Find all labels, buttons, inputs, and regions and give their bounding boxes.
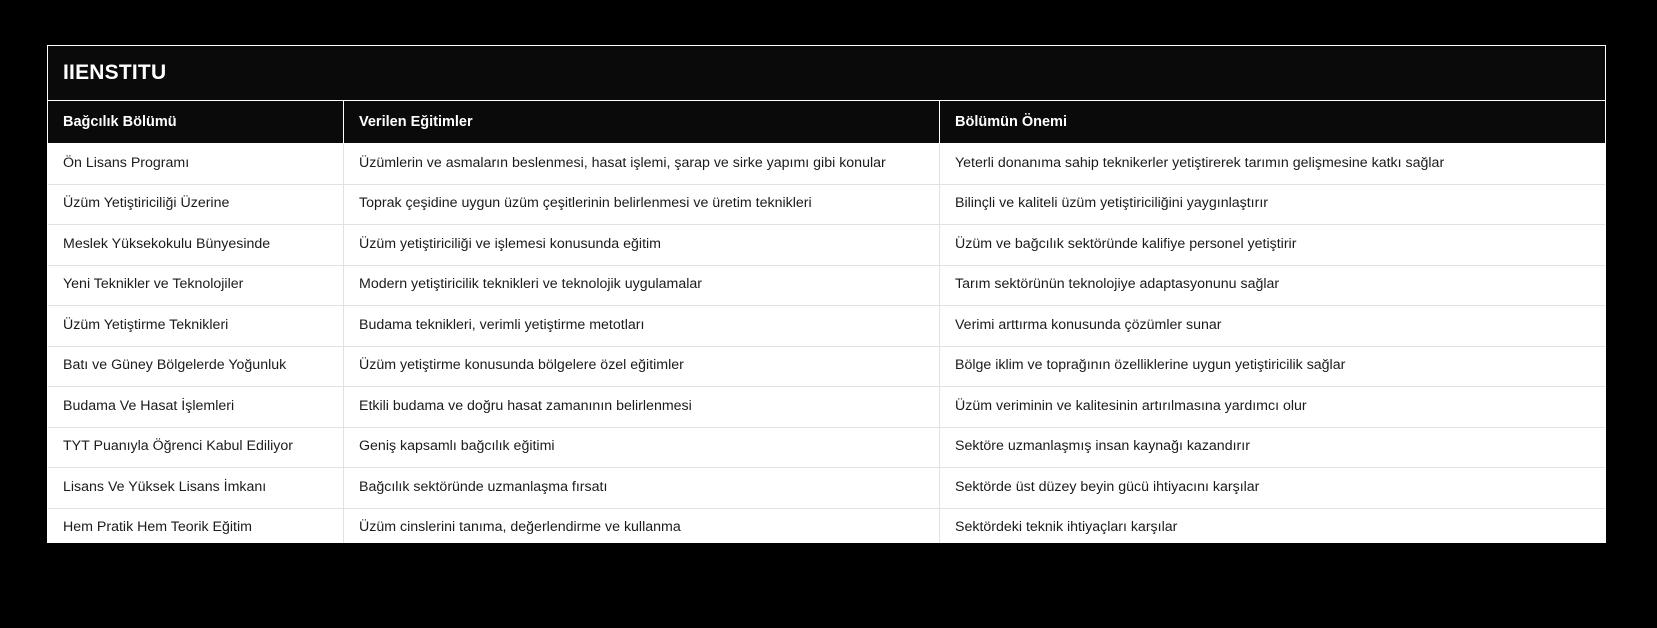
- cell-verilen-egitimler: Etkili budama ve doğru hasat zamanının belirlenmesi: [344, 387, 940, 427]
- table-row: [48, 428, 1605, 469]
- table-row: [48, 387, 1605, 428]
- cell-bolumun-onemi: Verimi arttırma konusunda çözümler sunar: [955, 316, 1222, 333]
- column-header-bolumun-onemi: [940, 101, 1605, 143]
- cell-bagcilik-bolumu: Üzüm Yetiştirme Teknikleri: [48, 306, 344, 346]
- table-header-row: [48, 101, 1605, 144]
- column-header-label: Bağcılık Bölümü: [63, 114, 177, 130]
- cell-verilen-egitimler: Modern yetiştiricilik teknikleri ve teknolojik uygulamalar: [344, 266, 940, 306]
- table-row: [48, 347, 1605, 388]
- table-row: [48, 266, 1605, 307]
- cell-bagcilik-bolumu: TYT Puanıyla Öğrenci Kabul Ediliyor: [48, 428, 344, 468]
- cell-verilen-egitimler: Bağcılık sektöründe uzmanlaşma fırsatı: [344, 468, 940, 508]
- table-row: [48, 225, 1605, 266]
- cell-bolumun-onemi: Sektörde üst düzey beyin gücü ihtiyacını karşılar: [955, 478, 1260, 495]
- cell-bolumun-onemi: Tarım sektörünün teknolojiye adaptasyonunu sağlar: [955, 276, 1280, 293]
- cell-bagcilik-bolumu: Batı ve Güney Bölgelerde Yoğunluk: [48, 347, 344, 387]
- table-row: [48, 468, 1605, 509]
- cell-verilen-egitimler: Budama teknikleri, verimli yetiştirme metotları: [344, 306, 940, 346]
- table-row: [48, 185, 1605, 226]
- info-table: [47, 45, 1606, 543]
- cell-bagcilik-bolumu: Yeni Teknikler ve Teknolojiler: [48, 266, 344, 306]
- cell-bagcilik-bolumu: Meslek Yüksekokulu Bünyesinde: [48, 225, 344, 265]
- table-row: [48, 144, 1605, 185]
- brand-bar: [48, 46, 1605, 101]
- cell-bolumun-onemi: Bölge iklim ve toprağının özelliklerine uygun yetiştiricilik sağlar: [955, 357, 1346, 374]
- cell-verilen-egitimler: Toprak çeşidine uygun üzüm çeşitlerinin belirlenmesi ve üretim teknikleri: [344, 185, 940, 225]
- cell-verilen-egitimler: Üzüm cinslerini tanıma, değerlendirme ve kullanma: [344, 509, 940, 544]
- column-header-label: Bölümün Önemi: [955, 114, 1067, 130]
- cell-bolumun-onemi: Sektördeki teknik ihtiyaçları karşılar: [955, 519, 1178, 536]
- brand-title: IIENSTITU: [63, 61, 167, 84]
- column-header-verilen-egitimler: [344, 101, 940, 143]
- cell-bagcilik-bolumu: Budama Ve Hasat İşlemleri: [48, 387, 344, 427]
- cell-bagcilik-bolumu: Lisans Ve Yüksek Lisans İmkanı: [48, 468, 344, 508]
- cell-verilen-egitimler: Üzümlerin ve asmaların beslenmesi, hasat işlemi, şarap ve sirke yapımı gibi konular: [344, 144, 940, 184]
- cell-verilen-egitimler: Üzüm yetiştiriciliği ve işlemesi konusunda eğitim: [344, 225, 940, 265]
- cell-bolumun-onemi: Bilinçli ve kaliteli üzüm yetiştiriciliğini yaygınlaştırır: [955, 195, 1269, 212]
- column-header-bagcilik-bolumu: [48, 101, 344, 143]
- cell-verilen-egitimler: Geniş kapsamlı bağcılık eğitimi: [344, 428, 940, 468]
- cell-bolumun-onemi: Üzüm ve bağcılık sektöründe kalifiye personel yetiştirir: [955, 235, 1297, 252]
- column-header-label: Verilen Eğitimler: [359, 114, 473, 130]
- table-row: [48, 509, 1605, 544]
- cell-bagcilik-bolumu: Ön Lisans Programı: [48, 144, 344, 184]
- cell-bolumun-onemi: Sektöre uzmanlaşmış insan kaynağı kazandırır: [955, 438, 1250, 455]
- cell-bolumun-onemi: Yeterli donanıma sahip teknikerler yetiştirerek tarımın gelişmesine katkı sağlar: [955, 154, 1445, 171]
- table-row: [48, 306, 1605, 347]
- table-body: [48, 144, 1605, 543]
- cell-bagcilik-bolumu: Üzüm Yetiştiriciliği Üzerine: [48, 185, 344, 225]
- cell-verilen-egitimler: Üzüm yetiştirme konusunda bölgelere özel eğitimler: [344, 347, 940, 387]
- cell-bolumun-onemi: Üzüm veriminin ve kalitesinin artırılmasına yardımcı olur: [955, 397, 1307, 414]
- cell-bagcilik-bolumu: Hem Pratik Hem Teorik Eğitim: [48, 509, 344, 544]
